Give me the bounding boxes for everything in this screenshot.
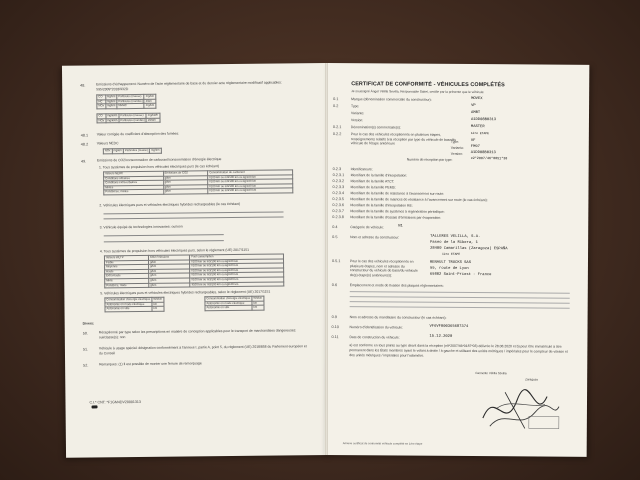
certificate-subtitle: Je soussigné Ángel Vélilla Sevilla, Responsable Salrel, certifie par la présente que le véhicule: — [351, 89, 485, 95]
field-label: Catégorie de véhicule: — [350, 225, 384, 230]
field-label: Identifiant de la famille de systèmes à régénération périodique: — [350, 209, 445, 214]
field-label: Identifiant de la famille ATCT: — [350, 179, 395, 184]
trade-name-value: MASTER — [470, 125, 485, 130]
field-number: 0.2.2 — [332, 132, 342, 137]
manufacturer-line: TALLERES VELILLA, S.A. — [430, 234, 481, 240]
item-text: Valeur corrigée du coefficient d'absorption des fumées: — [96, 131, 180, 137]
item-number: 48.2 — [80, 142, 89, 147]
table-cell: Faible — [105, 260, 149, 265]
field-number: 0.11 — [331, 335, 339, 340]
table-header: Fuel consumption — [190, 254, 284, 260]
table-cell: Mixtes — [104, 185, 164, 190]
table-cell: l/100 km ou m3/100 km ou kg/100 km — [208, 188, 293, 193]
table-header: Consommation de carburant — [208, 170, 293, 175]
certificate-left-page — [62, 63, 330, 458]
table-cell: Extra-haute — [105, 274, 149, 279]
table-cell: l/100 km ou m3/100 km ou kg/100 km — [208, 174, 293, 179]
table-cell: Pondérée, mixte — [105, 283, 149, 288]
section-header: 3. Véhicule équipé de technologies innovantes: oui/non — [99, 224, 183, 230]
field-number: 0.2.3.5 — [332, 197, 345, 202]
certificate-title: CERTIFICAT DE CONFORMITÉ - VÉHICULES COMPLÉTÉS — [351, 81, 505, 89]
nedc-table — [103, 169, 293, 195]
remark-text: Véhicule à usage spécial: désignation conformément à l'annexe I, partie A, point 5, du règlement (UE) 2018/858 du Parlement européen et du Conseil — [98, 344, 307, 355]
field-label: Dénomination(s) commerciale(s): — [350, 125, 401, 130]
text-line — [350, 301, 570, 303]
field-label: Identifiant de la famille d'interpolation RE: — [350, 203, 413, 208]
table-cell: g/km — [149, 260, 190, 265]
field-number: 0.6 — [331, 283, 338, 288]
table-cell: g/km — [163, 185, 208, 190]
table-cell: g/km — [163, 180, 208, 185]
remark-text: Réceptionné par type selon les prescriptions en matière de conception applicables pour le transport de marchandises dangereuses: oui/classe(s): non — [98, 328, 297, 339]
base-variant-value: FM97 — [470, 145, 480, 150]
table-cell: Mixte — [105, 278, 149, 283]
make-value: MOVEX — [471, 97, 483, 102]
field-label: Identifiant de la famille PEMS: — [350, 185, 396, 190]
table-cell: l/100 km ou m3/100 km ou kg/100 km — [190, 282, 284, 288]
page-fold — [325, 63, 328, 455]
field-label: Version: — [450, 151, 464, 156]
item-text: Emissions d'échappement: Numéro de l'acte réglementaire de base et du dernier acte réglementaire modificatif applicables: 595/2009*2018/932D — [96, 80, 282, 92]
item-text: Valeurs NEDC — [96, 141, 119, 146]
remark-number: 51. — [82, 347, 89, 352]
table-cell: l/100 km ou m3/100 km ou kg/100 km — [190, 277, 284, 283]
field-label: Numéro d'identification du véhicule: — [349, 325, 403, 330]
item-text: Emissions de CO2/consommation de carburant/consommation d'énergie électrique — [96, 157, 222, 163]
table-cell: Pondérées, mixtes — [104, 190, 164, 195]
field-label: Variante: — [450, 145, 465, 150]
divider — [104, 211, 284, 213]
field-number: 0.2.3.2 — [332, 179, 345, 184]
electric-table-b: Consommation d'énergie électrique Wh/km Autonomie en mode électrique km Autonomie en ville km — [206, 295, 263, 310]
field-label: Identifiant de la famille de résistance à l'avancement sur route: — [350, 191, 445, 196]
base-version-value: A1DD08B0313 — [470, 151, 496, 156]
field-label: Type: — [450, 139, 460, 144]
section-header: 4. Tous systèmes de propulsion hors véhicules électriques purs, selon le règlement (UE) 2017/1151 — [99, 247, 250, 254]
manufacturer-line: 28400 Camarillas (Zaragoza) ESPAÑA — [430, 246, 508, 252]
remark-number: 52. — [83, 363, 89, 368]
table-header: Valeurs WLTP — [104, 255, 148, 260]
ink-mark — [92, 405, 98, 408]
table-cell: l/100 km ou m3/100 km ou kg/100 km — [208, 179, 293, 184]
table-cell: g/km — [163, 175, 208, 180]
field-label: Numéro de réception par type: — [406, 157, 453, 162]
field-label: Emplacement et mode de fixation des plaques réglementaires: — [349, 283, 444, 288]
signature-stamp-icon — [475, 378, 565, 439]
table-cell: Moyenne — [105, 265, 149, 270]
stage-value: 1ère ETAPE — [470, 132, 489, 136]
table-cell: Haute — [105, 269, 149, 274]
table-cell: g/km — [149, 269, 190, 274]
emissions-table-2: CO mg/kWh Particules (masse) mg/kWh NOx mg/kWh Particules (nombre) #/kWh — [98, 112, 159, 123]
page-footer: Annexe certificat de conformité véhicule complété en 1ère étape — [342, 441, 423, 446]
field-label: Pour le cas des véhicules réceptionnés en plusieurs étapes, nom et adresse du constructeur du véhicule de base/du véhicule de(s) étape(s) antérieure(s): — [349, 259, 418, 278]
table-cell: l/100 km ou m3/100 km ou kg/100 km — [190, 268, 284, 274]
signatory-name: Carmelite Vélilla Sévilla — [475, 371, 507, 376]
prev-manufacturer-line: 99, route de Lyon — [429, 266, 469, 271]
conformity-statement: a) est conforme en tous points au type décrit dans la réception (e9*2007/46*0187*03) délivrée le 28.08.2020 et b) peut être immatriculé à titre permanent dans les États membres ayant le volant à droite / à gauche et utilisant des unités métriques / impériales pour le compteur de vitesse et des unités métriques / impériales pour l'odomètre. — [349, 343, 568, 358]
item-number: 48.1 — [80, 133, 89, 138]
field-number: 0.1 — [333, 97, 339, 102]
type-value: VP — [471, 104, 476, 109]
variant-value: AMBT — [471, 111, 481, 116]
field-number: 0.2.3.4 — [332, 191, 345, 196]
table-row — [105, 282, 284, 288]
field-label: Nom et adresse du mandataire du constructeur (le cas échéant): — [349, 315, 447, 320]
field-number: 0.5.1 — [331, 259, 341, 264]
field-number: 0.2.3.1 — [332, 173, 345, 178]
field-label: Nom et adresse du constructeur: — [350, 235, 400, 240]
table-cell: l/100 km ou m3/100 km ou kg/100 km — [190, 272, 284, 278]
field-number: 0.2.1 — [332, 125, 342, 130]
version-value: A1DD08B0313 — [470, 118, 497, 123]
stage-label: 1ère ETAPE — [442, 252, 461, 256]
field-label: Identifiant de la famille d'essais d'émissions par évaporation: — [350, 215, 442, 220]
approval-number-value: e2*2007/46*0051*30 — [470, 157, 508, 162]
field-number: 0.10 — [331, 325, 339, 330]
build-date-value: 15.12.2020 — [429, 334, 453, 339]
prev-manufacturer-line: 69802 Saint-Priest - France — [429, 272, 492, 278]
table-cell: Conditions urbaines — [104, 176, 164, 181]
reference-code: C.I.* CNT: *F1GM4DV20001313 — [89, 399, 141, 405]
table-header: CO2 émissions — [148, 255, 189, 260]
table-cell: l/100 km ou m3/100 km ou kg/100 km — [208, 184, 293, 189]
prev-manufacturer-line: RENAULT TRUCKS SAS — [429, 260, 472, 266]
divider — [104, 234, 224, 236]
field-label: Type: — [351, 104, 360, 109]
category-value: N1 — [398, 224, 403, 229]
remark-number: 50. — [82, 331, 89, 336]
field-number: 0.9 — [331, 315, 337, 320]
field-label: Date de construction du véhicule: — [349, 335, 400, 340]
table-cell: g/km — [149, 273, 190, 278]
manufacturer-line: Paseo de la Ribera, 1 — [430, 240, 478, 246]
base-type-value: VF — [470, 139, 476, 144]
section-header: 1. Tous systèmes de propulsion hors véhicules électriques purs (le cas échéant) — [99, 164, 220, 170]
divider — [104, 216, 284, 218]
field-label: Identificateurs: — [350, 167, 373, 172]
table-cell: l/100 km ou m3/100 km ou kg/100 km — [190, 263, 284, 269]
field-number: 0.2.3 — [332, 167, 342, 172]
emissions-table: CO mg/km Particules (masse) mg/km HC mg/km Particules (nombre) #/km NOx mg/km NMHC mg/km — [98, 93, 155, 108]
text-line — [350, 291, 570, 293]
field-number: 0.2 — [333, 104, 339, 109]
field-number: 0.2.3.3 — [332, 185, 345, 190]
wltp-table — [104, 253, 284, 288]
field-label: Pour le cas des véhicules réceptionnés en plusieurs étapes, renseignements relatifs à la réception par type du véhicule de base/du véhicule de l'étape antérieure — [350, 132, 457, 146]
remark-text: Remarques: (1) Il est possible de monter une ferrure de remorquage — [99, 361, 202, 367]
place-label: Zaragoza — [525, 377, 538, 382]
table-cell: g/km — [149, 278, 190, 283]
text-line — [350, 306, 570, 308]
field-label: Marque (dénomination commerciale du constructeur): — [351, 97, 432, 102]
item-number: 48. — [80, 83, 86, 88]
field-number: 0.2.3.8 — [332, 215, 344, 220]
table-cell: g/km — [149, 264, 190, 269]
field-number: 0.2.3.7 — [332, 209, 344, 214]
field-label: Identifiant de la famille d'interpolation: — [350, 173, 408, 178]
table-cell: g/km — [163, 189, 208, 194]
table-header: Emissions de CO2 — [163, 171, 208, 176]
certificate-right-page — [325, 63, 590, 457]
field-number: 0.4 — [332, 225, 338, 230]
divider — [104, 240, 224, 242]
field-label: Version: — [350, 118, 364, 123]
vin-value: VF6VF000365687374 — [429, 324, 469, 329]
table-cell: l/100 km ou m3/100 km ou kg/100 km — [190, 259, 284, 265]
field-label: Identifiant de la famille de matrices de résistance à l'avancement sur route (le cas échéant): — [350, 197, 488, 203]
field-label: Variante: — [351, 111, 365, 116]
table-row — [104, 188, 293, 195]
section-header: 5. Véhicules électriques purs et véhicules électriques hybrides rechargeables, selon le règlement (UE) 2017/1151 — [100, 289, 271, 296]
nedc-particles-table: NOx mg/km Particules (masse) mg/km — [104, 147, 160, 153]
field-number: 0.5 — [332, 235, 338, 240]
text-line — [350, 296, 570, 298]
table-header: Valeurs NEDC — [104, 171, 164, 176]
field-number: 0.2.3.6 — [332, 203, 345, 208]
section-header: 2. Véhicules électriques purs et véhicules électriques hybrides rechargeables (le cas échéant) — [99, 201, 241, 208]
electric-table-a: Consommation d'énergie électrique Wh/km Autonomie en mode électrique km Autonomie en ville km — [106, 296, 163, 311]
divers-label: Divers: — [82, 321, 95, 326]
item-number: 49. — [80, 159, 87, 164]
table-cell: g/km — [149, 283, 190, 288]
table-cell: Conditions extra-urbaines — [104, 180, 164, 185]
